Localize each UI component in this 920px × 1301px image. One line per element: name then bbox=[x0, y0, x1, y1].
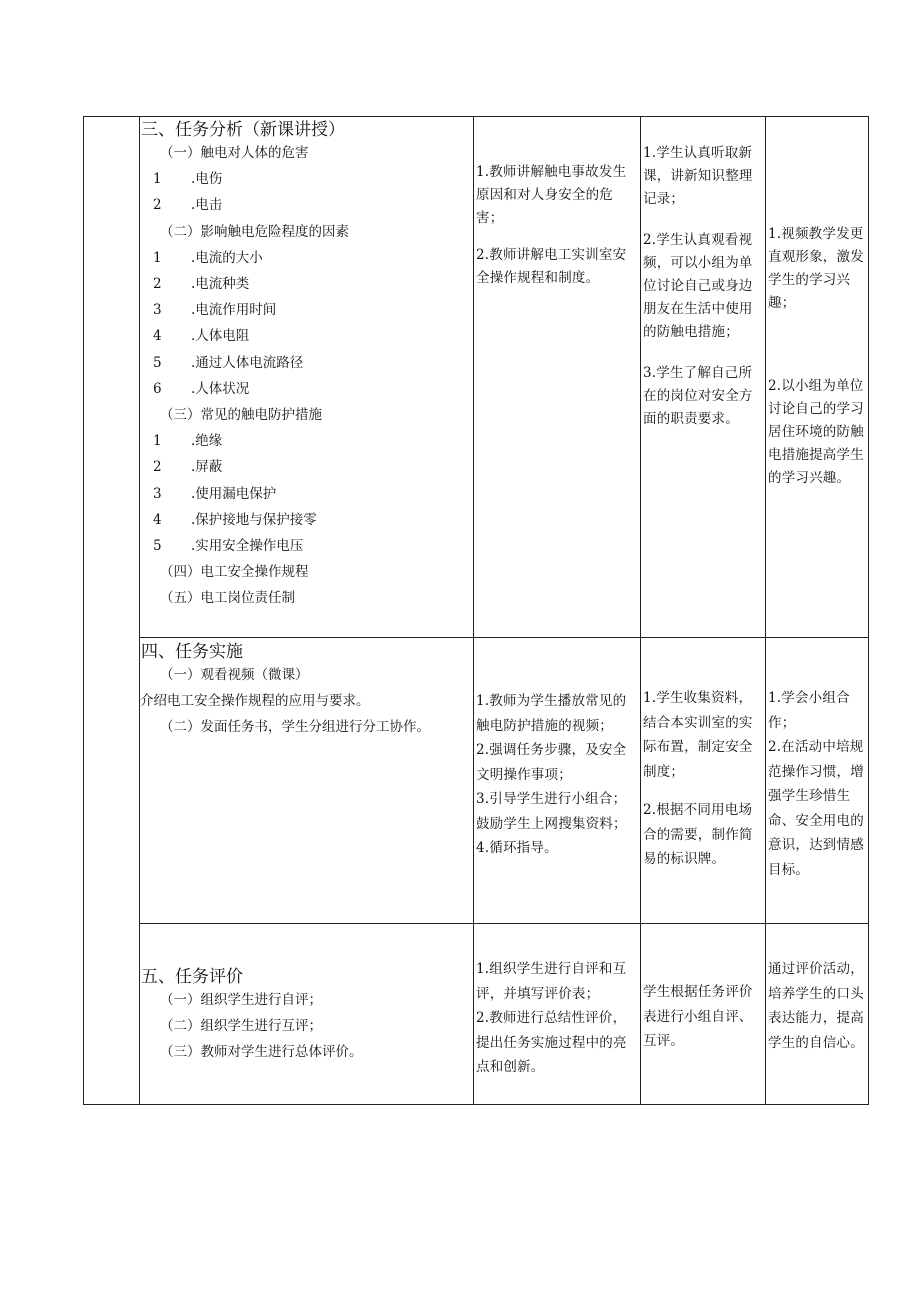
content-line: （一）观看视频（微课） bbox=[160, 667, 309, 683]
design-intent-1: 通过评价活动，培养学生的口头表达能力，提高学生的自信心。 bbox=[768, 961, 864, 1051]
content-line bbox=[140, 376, 473, 402]
content-cell bbox=[140, 117, 474, 638]
student-activity-1: 学生根据任务评价表进行小组自评、互评。 bbox=[643, 984, 753, 1049]
item-number: 3 bbox=[153, 302, 162, 319]
content-line bbox=[140, 323, 473, 349]
student-activity-1: 1.学生收集资料，结合本实训室的实际布置，制定安全制度； bbox=[643, 690, 753, 780]
item-text: .保护接地与保护接零 bbox=[191, 511, 317, 528]
item-text: .人体电阻 bbox=[191, 328, 250, 345]
item-number: 2 bbox=[153, 197, 162, 214]
item-text: .实用安全操作电压 bbox=[191, 538, 304, 555]
design-intent-2: 2.以小组为单位讨论自己的学习居住环境的防触电措施提高学生的学习兴趣。 bbox=[768, 378, 864, 486]
student-activity-cell bbox=[641, 924, 766, 1105]
student-activity-2: 2.学生认真观看视频，可以小组为单位讨论自己或身边朋友在生活中使用的防触电措施； bbox=[643, 232, 753, 340]
student-activity-3: 3.学生了解自己所在的岗位对安全方面的职责要求。 bbox=[643, 365, 753, 427]
teacher-activity-4: 4.循环指导。 bbox=[476, 840, 558, 856]
design-intent-cell bbox=[766, 924, 869, 1105]
content-line: （四）电工安全操作规程 bbox=[160, 564, 309, 581]
item-number: 1 bbox=[153, 249, 162, 266]
item-number: 4 bbox=[153, 511, 162, 528]
item-number: 4 bbox=[153, 328, 162, 345]
content-line bbox=[140, 297, 473, 323]
content-line bbox=[140, 350, 473, 376]
content-cell bbox=[140, 638, 474, 924]
student-activity-cell bbox=[641, 117, 766, 638]
student-activity-cell bbox=[641, 638, 766, 924]
item-text: .电流作用时间 bbox=[191, 302, 277, 319]
section-row-4 bbox=[84, 638, 869, 924]
teacher-activity-1: 1.组织学生进行自评和互评，并填写评价表； bbox=[476, 961, 627, 1002]
item-text: .屏蔽 bbox=[191, 459, 223, 476]
content-line bbox=[140, 428, 473, 454]
content-line: （一）组织学生进行自评； bbox=[160, 992, 322, 1008]
content-line: （三）教师对学生进行总体评价。 bbox=[160, 1044, 363, 1061]
content-line: （五）电工岗位责任制 bbox=[160, 590, 295, 607]
content-list bbox=[140, 140, 473, 612]
section-title: 五、任务评价 bbox=[141, 967, 243, 987]
stage-column bbox=[84, 117, 140, 1105]
design-intent-cell bbox=[766, 117, 869, 638]
item-number: 1 bbox=[153, 171, 162, 188]
design-intent-1: 1.学会小组合作； bbox=[768, 690, 850, 731]
content-line bbox=[140, 507, 473, 533]
content-line: （三）常见的触电防护措施 bbox=[160, 407, 322, 424]
item-number: 2 bbox=[153, 459, 162, 476]
item-text: .电流的大小 bbox=[191, 249, 263, 266]
content-list bbox=[140, 662, 473, 741]
teacher-activity-3: 3.引导学生进行小组合；鼓励学生上网搜集资料； bbox=[476, 791, 627, 832]
content-list bbox=[140, 987, 473, 1066]
content-line: （二）组织学生进行互评； bbox=[160, 1018, 322, 1035]
item-number: 5 bbox=[153, 538, 162, 555]
design-intent-cell bbox=[766, 638, 869, 924]
content-line: （二）发面任务书，学生分组进行分工协作。 bbox=[160, 719, 430, 736]
student-activity-2: 2.根据不同用电场合的需要，制作简易的标识牌。 bbox=[643, 802, 753, 867]
content-line bbox=[140, 166, 473, 192]
section-row-5 bbox=[84, 924, 869, 1105]
content-line: （二）影响触电危险程度的因素 bbox=[160, 223, 349, 240]
teacher-activity-2: 2.强调任务步骤，及安全文明操作事项； bbox=[476, 742, 627, 783]
item-number: 1 bbox=[153, 433, 162, 450]
content-line bbox=[140, 454, 473, 480]
section-title: 四、任务实施 bbox=[141, 642, 243, 662]
design-intent-1: 1.视频教学发更直观形象，激发学生的学习兴趣； bbox=[768, 226, 864, 311]
item-text: .使用漏电保护 bbox=[191, 485, 277, 502]
content-line: （一）触电对人体的危害 bbox=[160, 145, 309, 161]
item-number: 3 bbox=[153, 485, 162, 502]
item-text: .电击 bbox=[191, 197, 223, 214]
item-number: 6 bbox=[153, 380, 162, 397]
content-line bbox=[140, 271, 473, 297]
student-activity-1: 1.学生认真听取新课，讲新知识整理记录； bbox=[643, 145, 753, 207]
teacher-activity-2: 2.教师进行总结性评价，提出任务实施过程中的亮点和创新。 bbox=[476, 1010, 627, 1075]
item-text: .电伤 bbox=[191, 171, 223, 188]
item-text: .绝缘 bbox=[191, 433, 223, 450]
teacher-activity-cell bbox=[474, 924, 641, 1105]
content-cell bbox=[140, 924, 474, 1105]
content-line bbox=[140, 533, 473, 559]
teacher-activity-cell bbox=[474, 117, 641, 638]
content-line: 介绍电工安全操作规程的应用与要求。 bbox=[140, 693, 370, 710]
item-text: .通过人体电流路径 bbox=[191, 354, 304, 371]
item-number: 5 bbox=[153, 354, 162, 371]
content-line bbox=[140, 245, 473, 271]
content-line bbox=[140, 192, 473, 218]
item-text: .人体状况 bbox=[191, 380, 250, 397]
item-text: .电流种类 bbox=[191, 276, 250, 293]
teacher-activity-1: 1.教师为学生播放常见的触电防护措施的视频； bbox=[476, 693, 627, 734]
teacher-activity-1: 1.教师讲解触电事故发生原因和对人身安全的危害； bbox=[476, 164, 627, 226]
lesson-plan-table bbox=[83, 116, 869, 1105]
design-intent-2: 2.在活动中培规范操作习惯，增强学生珍惜生命、安全用电的意识，达到情感目标。 bbox=[768, 739, 864, 878]
section-title: 三、任务分析（新课讲授） bbox=[141, 120, 345, 140]
content-line bbox=[140, 481, 473, 507]
teacher-activity-cell bbox=[474, 638, 641, 924]
item-number: 2 bbox=[153, 276, 162, 293]
section-row-3 bbox=[84, 117, 869, 638]
teacher-activity-2: 2.教师讲解电工实训室安全操作规程和制度。 bbox=[476, 247, 627, 286]
